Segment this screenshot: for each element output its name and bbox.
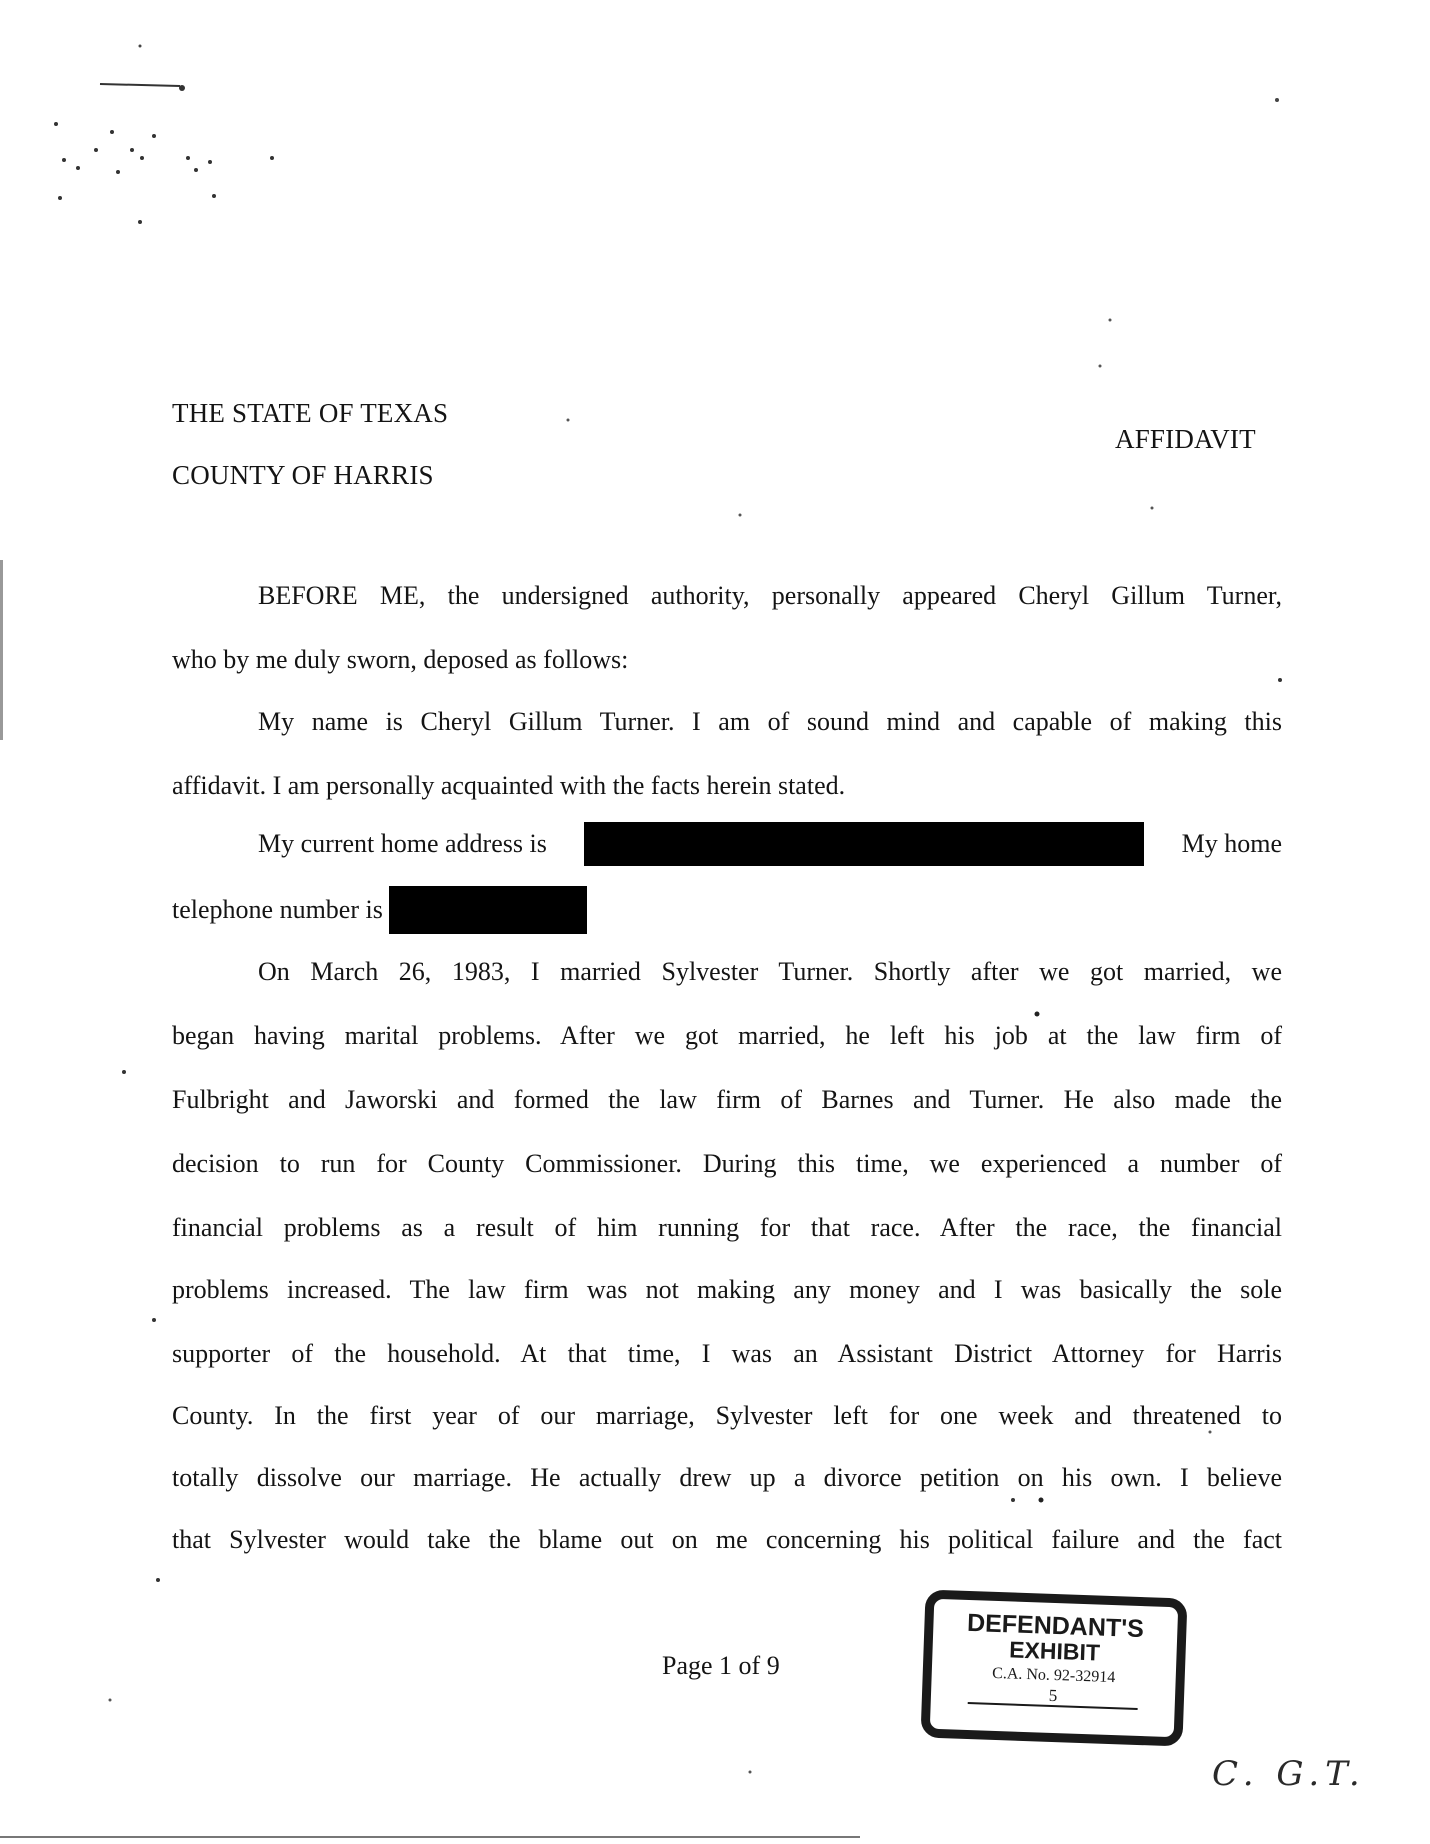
body-line: affidavit. I am personally acquainted with the facts herein stated. [172,771,846,800]
body-line: decision to run for County Commissioner. During this time, we experienced a number of [172,1149,1282,1178]
body-line: My name is Cheryl Gillum Turner. I am of sound mind and capable of making this [258,707,1282,736]
body-line: supporter of the household. At that time, I was an Assistant District Attorney for Harris [172,1339,1282,1368]
redacted-phone [389,886,587,934]
state-heading: THE STATE OF TEXAS [172,398,449,428]
body-line: began having marital problems. After we got married, he left his job at the law firm of [172,1021,1282,1050]
body-line: financial problems as a result of him running for that race. After the race, the financial [172,1213,1282,1242]
stamp-subtitle: EXHIBIT [1008,1636,1101,1666]
redacted-address [584,822,1144,866]
body-line: that Sylvester would take the blame out on me concerning his political failure and the fact [172,1525,1282,1554]
document-type: AFFIDAVIT [1115,424,1256,454]
page-number: Page 1 of 9 [662,1651,780,1680]
body-line: who by me duly sworn, deposed as follows: [172,645,629,674]
address-label: My current home address is [258,829,547,858]
home-label: My home [1181,829,1282,858]
scan-edge-mark [0,560,3,740]
body-line: On March 26, 1983, I married Sylvester Turner. Shortly after we got married, we [258,957,1282,986]
scan-bottom-edge [0,1836,860,1838]
handwritten-initials: C. G.T. [1212,1754,1366,1794]
body-line: totally dissolve our marriage. He actually drew up a divorce petition on his own. I believe [172,1463,1282,1492]
address-line [258,826,1282,862]
body-line: Fulbright and Jaworski and formed the law firm of Barnes and Turner. He also made the [172,1085,1282,1114]
stamp-exhibit-number: 5 [968,1684,1139,1710]
body-line: County. In the first year of our marriage, Sylvester left for one week and threatened to [172,1401,1282,1430]
stamp-title: DEFENDANT'S [966,1608,1145,1644]
phone-label: telephone number is [172,895,383,924]
body-line: BEFORE ME, the undersigned authority, personally appeared Cheryl Gillum Turner, [258,581,1282,610]
county-heading: COUNTY OF HARRIS [172,460,434,490]
exhibit-stamp [920,1589,1187,1746]
stamp-case-number: C.A. No. 92-32914 [991,1664,1116,1687]
body-line: problems increased. The law firm was not making any money and I was basically the sole [172,1275,1282,1304]
phone-line [172,892,1282,928]
